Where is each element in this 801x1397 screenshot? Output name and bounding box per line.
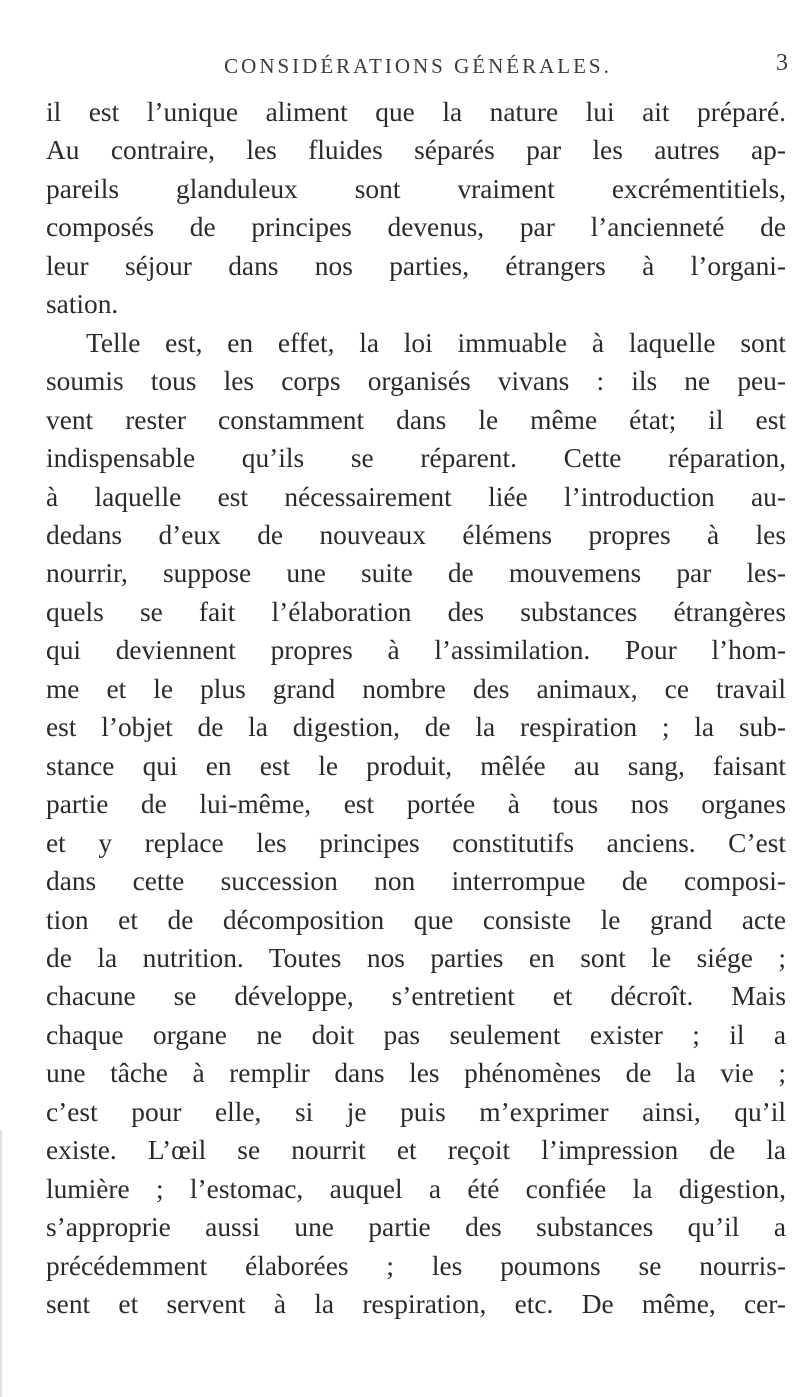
text-line: est l’objet de la digestion, de la respiration ; la sub- — [46, 712, 786, 743]
body-text — [46, 93, 786, 1324]
text-line: à laquelle est nécessairement liée l’introduction au- — [46, 481, 786, 512]
paragraph-first-line: Telle est, en effet, la loi immuable à laquelle sont — [86, 327, 786, 358]
text-line: stance qui en est le produit, mêlée au sang, faisant — [46, 750, 786, 781]
text-line: composés de principes devenus, par l’ancienneté de — [46, 212, 786, 243]
page-edge-shadow — [0, 1130, 3, 1397]
text-line: c’est pour elle, si je puis m’exprimer ainsi, qu’il — [46, 1096, 786, 1127]
text-line: lumière ; l’estomac, auquel a été confiée la digestion, — [46, 1173, 786, 1204]
text-line: sent et servent à la respiration, etc. De même, cer- — [46, 1289, 786, 1320]
text-line: chacune se développe, s’entretient et décroît. Mais — [46, 981, 786, 1012]
text-line: une tâche à remplir dans les phénomènes de la vie ; — [46, 1058, 786, 1089]
text-line: tion et de décomposition que consiste le grand acte — [46, 904, 786, 935]
text-line: indispensable qu’ils se réparent. Cette réparation, — [46, 443, 786, 474]
text-line: Au contraire, les fluides séparés par les autres ap- — [46, 135, 786, 166]
text-line: sation. — [46, 289, 119, 320]
text-line: existe. L’œil se nourrit et reçoit l’impression de la — [46, 1135, 786, 1166]
text-line: dans cette succession non interrompue de composi- — [46, 866, 786, 897]
text-line: leur séjour dans nos parties, étrangers à l’organi- — [46, 250, 786, 281]
text-line: quels se fait l’élaboration des substances étrangères — [46, 596, 786, 627]
text-line: me et le plus grand nombre des animaux, ce travail — [46, 673, 786, 704]
text-line: nourrir, suppose une suite de mouvemens par les- — [46, 558, 786, 589]
text-line: précédemment élaborées ; les poumons se nourris- — [46, 1250, 786, 1281]
page-number: 3 — [776, 50, 788, 76]
text-line: il est l’unique aliment que la nature lui ait préparé. — [46, 97, 786, 127]
text-line: soumis tous les corps organisés vivans : ils ne peu- — [46, 366, 786, 397]
text-line: qui deviennent propres à l’assimilation. Pour l’hom- — [46, 635, 786, 666]
text-line: et y replace les principes constitutifs anciens. C’est — [46, 827, 786, 858]
running-head: CONSIDÉRATIONS GÉNÉRALES. — [224, 54, 612, 78]
text-line: dedans d’eux de nouveaux élémens propres à les — [46, 519, 786, 550]
text-line: partie de lui-même, est portée à tous nos organes — [46, 789, 786, 820]
text-line: chaque organe ne doit pas seulement exister ; il a — [46, 1019, 786, 1050]
text-line: vent rester constamment dans le même état; il est — [46, 404, 786, 435]
text-line: de la nutrition. Toutes nos parties en sont le siége ; — [46, 942, 786, 973]
text-line: s’approprie aussi une partie des substances qu’il a — [46, 1212, 786, 1243]
text-line: pareils glanduleux sont vraiment excrémentitiels, — [46, 173, 786, 204]
